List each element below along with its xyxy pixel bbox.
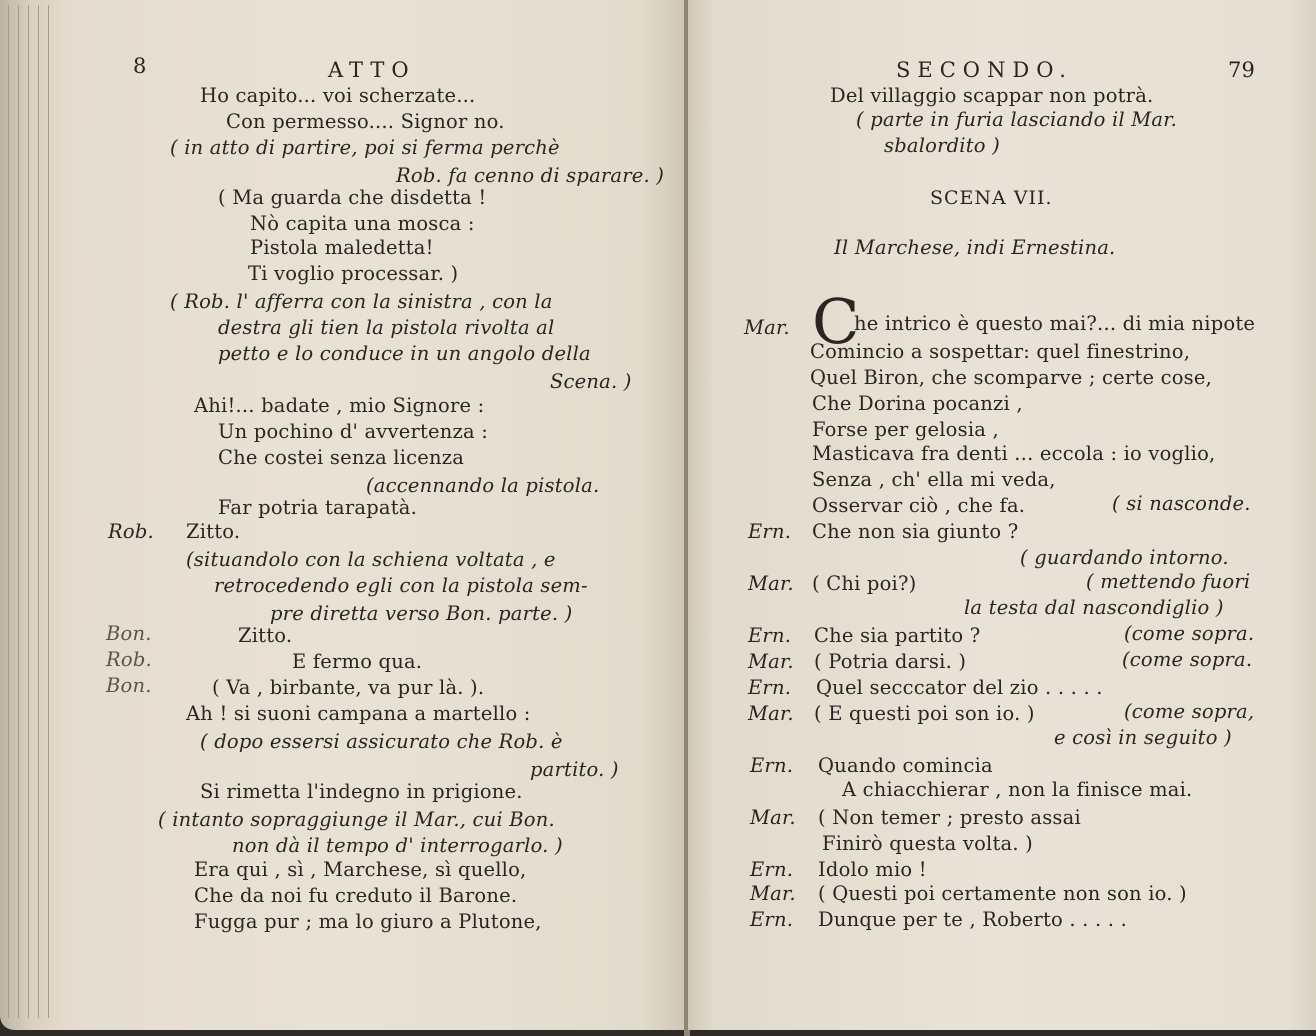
verse-line: Che da noi fu creduto il Barone.	[194, 884, 518, 907]
speaker-label: Ern.	[748, 676, 792, 699]
verse-line: Quel Biron, che scomparve ; certe cose,	[810, 366, 1212, 389]
stage-direction: retrocedendo egli con la pistola sem-	[214, 574, 588, 597]
verse-line: Finirò questa volta. )	[822, 832, 1033, 855]
running-header: SECONDO.	[896, 58, 1073, 82]
speaker-label: Rob.	[106, 648, 152, 671]
speaker-label: Ern.	[750, 754, 794, 777]
verse-line: Che sia partito ?	[814, 624, 981, 647]
stage-direction: (situandolo con la schiena voltata , e	[186, 548, 556, 571]
page-edges	[0, 0, 60, 1030]
verse-line: Nò capita una mosca :	[250, 212, 475, 235]
stage-direction: (come sopra.	[1122, 648, 1253, 671]
verse-line: Ti voglio processar. )	[248, 262, 459, 285]
verse-line: Quel secccator del zio . . . . .	[816, 676, 1103, 699]
stage-direction: ( mettendo fuori	[1086, 570, 1251, 593]
running-header: ATTO	[328, 58, 416, 82]
speaker-label: Ern.	[750, 858, 794, 881]
verse-line: Pistola maledetta!	[250, 236, 434, 259]
speaker-label: Mar.	[748, 702, 794, 725]
speaker-label: Bon.	[106, 674, 152, 697]
verse-line: Con permesso.... Signor no.	[226, 110, 505, 133]
stage-direction: destra gli tien la pistola rivolta al	[218, 316, 555, 339]
verse-line: ( E questi poi son io. )	[814, 702, 1035, 725]
verse-line: Quando comincia	[818, 754, 993, 777]
verse-line: Senza , ch' ella mi veda,	[812, 468, 1056, 491]
stage-direction: ( dopo essersi assicurato che Rob. è	[200, 730, 563, 753]
stage-direction: la testa dal nascondiglio )	[964, 596, 1224, 619]
page-number: 79	[1228, 58, 1256, 82]
verse-line: Osservar ciò , che fa.	[812, 494, 1026, 517]
right-page	[688, 0, 1316, 1030]
verse-line: A chiacchierar , non la finisce mai.	[842, 778, 1193, 801]
stage-direction: (accennando la pistola.	[366, 474, 600, 497]
stage-direction: sbalordito )	[884, 134, 1000, 157]
scene-heading: SCENA VII.	[930, 187, 1053, 209]
verse-line: he intrico è questo mai?... di mia nipote	[854, 312, 1256, 335]
stage-direction: pre diretta verso Bon. parte. )	[270, 602, 573, 625]
verse-line: ( Non temer ; presto assai	[818, 806, 1081, 829]
stage-direction: ( Rob. l' afferra con la sinistra , con la	[170, 290, 553, 313]
verse-line: Era qui , sì , Marchese, sì quello,	[194, 858, 527, 881]
stage-direction: ( in atto di partire, poi si ferma perchè	[170, 136, 560, 159]
speaker-label: Mar.	[748, 650, 794, 673]
stage-direction: ( si nasconde.	[1112, 492, 1251, 515]
speaker-label: Mar.	[744, 316, 790, 339]
verse-line: Masticava fra denti ... eccola : io voglio,	[812, 442, 1216, 465]
stage-direction: ( parte in furia lasciando il Mar.	[856, 108, 1178, 131]
speaker-label: Rob.	[108, 520, 154, 543]
page-number: 8	[133, 54, 147, 78]
verse-line: Ahi!... badate , mio Signore :	[194, 394, 485, 417]
verse-line: ( Potria darsi. )	[814, 650, 967, 673]
verse-line: Zitto.	[186, 520, 241, 543]
stage-direction: Scena. )	[550, 370, 632, 393]
verse-line: Ho capito... voi scherzate...	[200, 84, 476, 107]
stage-direction: (come sopra,	[1124, 700, 1255, 723]
verse-line: Dunque per te , Roberto . . . . .	[818, 908, 1127, 931]
speaker-label: Ern.	[750, 908, 794, 931]
verse-line: ( Questi poi certamente non son io. )	[818, 882, 1187, 905]
verse-line: ( Ma guarda che disdetta !	[218, 186, 487, 209]
speaker-label: Mar.	[748, 572, 794, 595]
verse-line: Idolo mio !	[818, 858, 927, 881]
verse-line: Del villaggio scappar non potrà.	[830, 84, 1154, 107]
verse-line: Che costei senza licenza	[218, 446, 465, 469]
speaker-label: Ern.	[748, 624, 792, 647]
stage-direction: (come sopra.	[1124, 622, 1255, 645]
verse-line: Che Dorina pocanzi ,	[812, 392, 1023, 415]
stage-direction: petto e lo conduce in un angolo della	[218, 342, 591, 365]
verse-line: Un pochino d' avvertenza :	[218, 420, 488, 443]
speaker-label: Bon.	[106, 622, 152, 645]
stage-direction: e così in seguito )	[1054, 726, 1232, 749]
speaker-label: Mar.	[750, 882, 796, 905]
verse-line: Far potria tarapatà.	[218, 496, 417, 519]
stage-direction: partito. )	[530, 758, 619, 781]
verse-line: ( Va , birbante, va pur là. ).	[212, 676, 485, 699]
stage-direction: Rob. fa cenno di sparare. )	[396, 164, 665, 187]
drop-cap: C	[812, 285, 860, 358]
verse-line: Zitto.	[238, 624, 293, 647]
speaker-label: Mar.	[750, 806, 796, 829]
stage-direction: ( intanto sopraggiunge il Mar., cui Bon.	[158, 808, 555, 831]
verse-line: E fermo qua.	[292, 650, 423, 673]
verse-line: Forse per gelosia ,	[812, 418, 999, 441]
stage-direction: non dà il tempo d' interrogarlo. )	[232, 834, 563, 857]
stage-direction: ( guardando intorno.	[1020, 546, 1229, 569]
verse-line: Fugga pur ; ma lo giuro a Plutone,	[194, 910, 542, 933]
speaker-label: Ern.	[748, 520, 792, 543]
verse-line: ( Chi poi?)	[812, 572, 917, 595]
verse-line: Si rimetta l'indegno in prigione.	[200, 780, 523, 803]
verse-line: Ah ! si suoni campana a martello :	[186, 702, 531, 725]
scene-characters: Il Marchese, indi Ernestina.	[834, 236, 1116, 259]
verse-line: Che non sia giunto ?	[812, 520, 1019, 543]
verse-line: Comincio a sospettar: quel finestrino,	[810, 340, 1191, 363]
